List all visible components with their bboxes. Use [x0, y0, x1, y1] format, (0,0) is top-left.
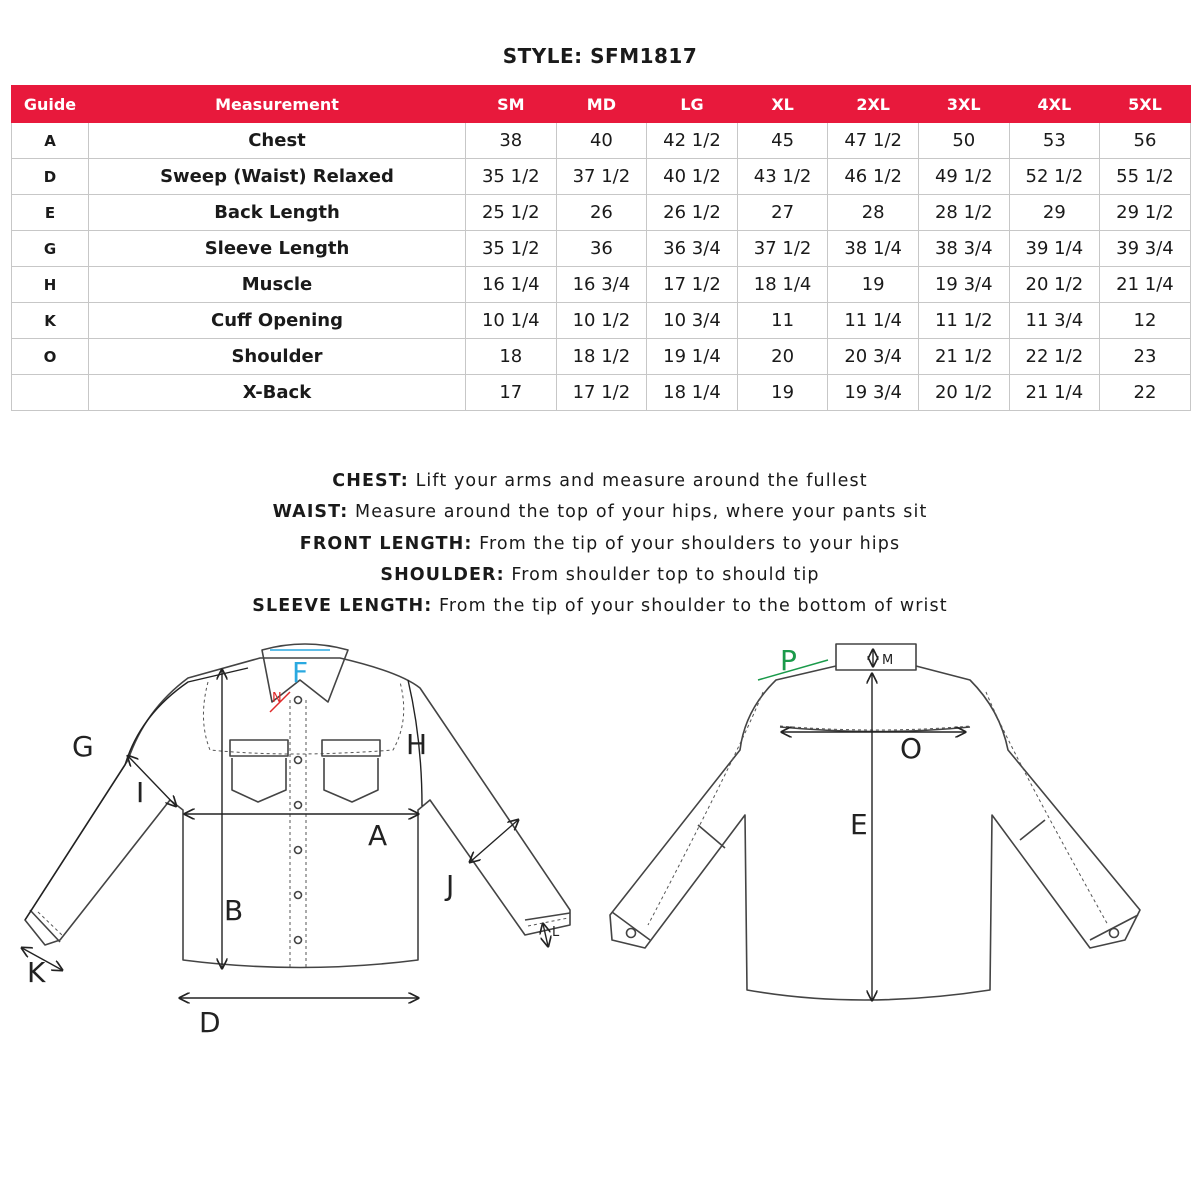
size-value-cell: 18 [466, 339, 557, 375]
table-header-row [12, 86, 1191, 123]
size-value-cell: 10 1/2 [556, 303, 647, 339]
instruction-text: From the tip of your shoulder to the bottom of wrist [432, 596, 948, 617]
size-value-cell: 27 [737, 195, 828, 231]
size-value-cell: 20 [737, 339, 828, 375]
size-value-cell: 19 3/4 [918, 267, 1009, 303]
size-value-cell: 19 [737, 375, 828, 411]
size-value-cell: 49 1/2 [918, 159, 1009, 195]
size-value-cell: 46 1/2 [828, 159, 919, 195]
size-value-cell: 18 1/4 [647, 375, 738, 411]
size-value-cell: 11 1/2 [918, 303, 1009, 339]
guide-cell: K [12, 303, 89, 339]
size-value-cell: 20 1/2 [1009, 267, 1100, 303]
size-value-cell: 35 1/2 [466, 159, 557, 195]
table-row [12, 195, 1191, 231]
size-value-cell: 17 1/2 [647, 267, 738, 303]
guide-cell: D [12, 159, 89, 195]
size-value-cell: 18 1/2 [556, 339, 647, 375]
instruction-text: From shoulder top to should tip [504, 564, 820, 585]
table-row [12, 123, 1191, 159]
size-value-cell: 10 3/4 [647, 303, 738, 339]
guide-cell: G [12, 231, 89, 267]
size-value-cell: 16 3/4 [556, 267, 647, 303]
size-value-cell: 17 1/2 [556, 375, 647, 411]
size-value-cell: 56 [1100, 123, 1191, 159]
front-label-h: H [406, 728, 428, 761]
instruction-term: SLEEVE LENGTH: [252, 596, 433, 617]
column-header: MD [556, 86, 647, 123]
column-header: Measurement [89, 86, 466, 123]
front-shirt-drawing [22, 644, 570, 1039]
table-row [12, 375, 1191, 411]
column-header: SM [466, 86, 557, 123]
size-chart-table [11, 85, 1191, 411]
size-value-cell: 19 3/4 [828, 375, 919, 411]
column-header: Guide [12, 86, 89, 123]
front-label-a: A [368, 819, 388, 852]
instruction-text: From the tip of your shoulders to your hips [472, 533, 901, 554]
size-value-cell: 35 1/2 [466, 231, 557, 267]
size-value-cell: 37 1/2 [737, 231, 828, 267]
size-value-cell: 22 1/2 [1009, 339, 1100, 375]
front-label-d: D [199, 1006, 221, 1039]
size-value-cell: 50 [918, 123, 1009, 159]
front-label-b: B [224, 894, 244, 927]
measurement-cell: Shoulder [89, 339, 466, 375]
table-row [12, 303, 1191, 339]
instruction-term: FRONT LENGTH: [299, 533, 473, 554]
guide-cell: A [12, 123, 89, 159]
guide-cell: H [12, 267, 89, 303]
measuring-instructions [0, 468, 1200, 624]
size-value-cell: 19 [828, 267, 919, 303]
style-title: STYLE: SFM1817 [502, 44, 698, 68]
guide-cell: O [12, 339, 89, 375]
instruction-line [0, 531, 1200, 562]
size-value-cell: 10 1/4 [466, 303, 557, 339]
size-value-cell: 53 [1009, 123, 1100, 159]
table-row [12, 159, 1191, 195]
size-value-cell: 40 1/2 [647, 159, 738, 195]
back-label-p: P [780, 644, 797, 677]
size-value-cell: 36 3/4 [647, 231, 738, 267]
measurement-cell: Cuff Opening [89, 303, 466, 339]
instruction-text: Lift your arms and measure around the fullest [408, 471, 868, 491]
size-value-cell: 42 1/2 [647, 123, 738, 159]
column-header: 5XL [1100, 86, 1191, 123]
measurement-cell: Sleeve Length [89, 231, 466, 267]
size-value-cell: 29 1/2 [1100, 195, 1191, 231]
back-shirt-drawing [610, 644, 1140, 1000]
measurement-cell: Sweep (Waist) Relaxed [89, 159, 466, 195]
table-row [12, 267, 1191, 303]
size-value-cell: 11 3/4 [1009, 303, 1100, 339]
size-value-cell: 38 [466, 123, 557, 159]
front-label-i: I [136, 776, 145, 809]
instruction-text: Measure around the top of your hips, where your pants sit [348, 502, 928, 523]
size-value-cell: 52 1/2 [1009, 159, 1100, 195]
measurement-cell: Muscle [89, 267, 466, 303]
size-value-cell: 21 1/4 [1100, 267, 1191, 303]
size-value-cell: 47 1/2 [828, 123, 919, 159]
back-label-m: M [882, 653, 894, 668]
front-label-l: L [552, 925, 560, 940]
size-value-cell: 11 1/4 [828, 303, 919, 339]
size-value-cell: 39 1/4 [1009, 231, 1100, 267]
measurement-cell: X-Back [89, 375, 466, 411]
measurement-cell: Back Length [89, 195, 466, 231]
size-value-cell: 55 1/2 [1100, 159, 1191, 195]
size-value-cell: 19 1/4 [647, 339, 738, 375]
size-value-cell: 36 [556, 231, 647, 267]
column-header: 2XL [828, 86, 919, 123]
size-value-cell: 20 3/4 [828, 339, 919, 375]
instruction-term: WAIST: [272, 502, 349, 523]
size-value-cell: 37 1/2 [556, 159, 647, 195]
size-value-cell: 38 1/4 [828, 231, 919, 267]
size-value-cell: 22 [1100, 375, 1191, 411]
instruction-term: CHEST: [332, 471, 409, 491]
column-header: 4XL [1009, 86, 1100, 123]
size-value-cell: 11 [737, 303, 828, 339]
size-value-cell: 45 [737, 123, 828, 159]
front-label-f: F [292, 656, 309, 689]
guide-cell: E [12, 195, 89, 231]
size-value-cell: 18 1/4 [737, 267, 828, 303]
size-value-cell: 21 1/2 [918, 339, 1009, 375]
size-value-cell: 26 [556, 195, 647, 231]
front-label-g: G [72, 730, 94, 763]
size-value-cell: 26 1/2 [647, 195, 738, 231]
size-value-cell: 21 1/4 [1009, 375, 1100, 411]
instruction-line [0, 468, 1200, 499]
size-value-cell: 40 [556, 123, 647, 159]
instruction-term: SHOULDER: [380, 564, 505, 585]
size-value-cell: 28 [828, 195, 919, 231]
size-value-cell: 28 1/2 [918, 195, 1009, 231]
column-header: 3XL [918, 86, 1009, 123]
column-header: XL [737, 86, 828, 123]
back-label-e: E [850, 808, 868, 841]
front-label-n: N [272, 691, 282, 706]
size-value-cell: 39 3/4 [1100, 231, 1191, 267]
size-value-cell: 20 1/2 [918, 375, 1009, 411]
shirt-measurement-diagram [0, 630, 1200, 1050]
instruction-line [0, 562, 1200, 593]
size-value-cell: 38 3/4 [918, 231, 1009, 267]
guide-cell [12, 375, 89, 411]
column-header: LG [647, 86, 738, 123]
size-value-cell: 29 [1009, 195, 1100, 231]
table-row [12, 339, 1191, 375]
size-value-cell: 25 1/2 [466, 195, 557, 231]
instruction-line [0, 499, 1200, 530]
front-label-j: J [446, 869, 455, 902]
measurement-cell: Chest [89, 123, 466, 159]
size-value-cell: 17 [466, 375, 557, 411]
back-label-o: O [900, 732, 923, 765]
front-label-k: K [27, 956, 46, 989]
size-value-cell: 12 [1100, 303, 1191, 339]
size-value-cell: 23 [1100, 339, 1191, 375]
size-value-cell: 43 1/2 [737, 159, 828, 195]
size-value-cell: 16 1/4 [466, 267, 557, 303]
instruction-line [0, 593, 1200, 624]
table-row [12, 231, 1191, 267]
